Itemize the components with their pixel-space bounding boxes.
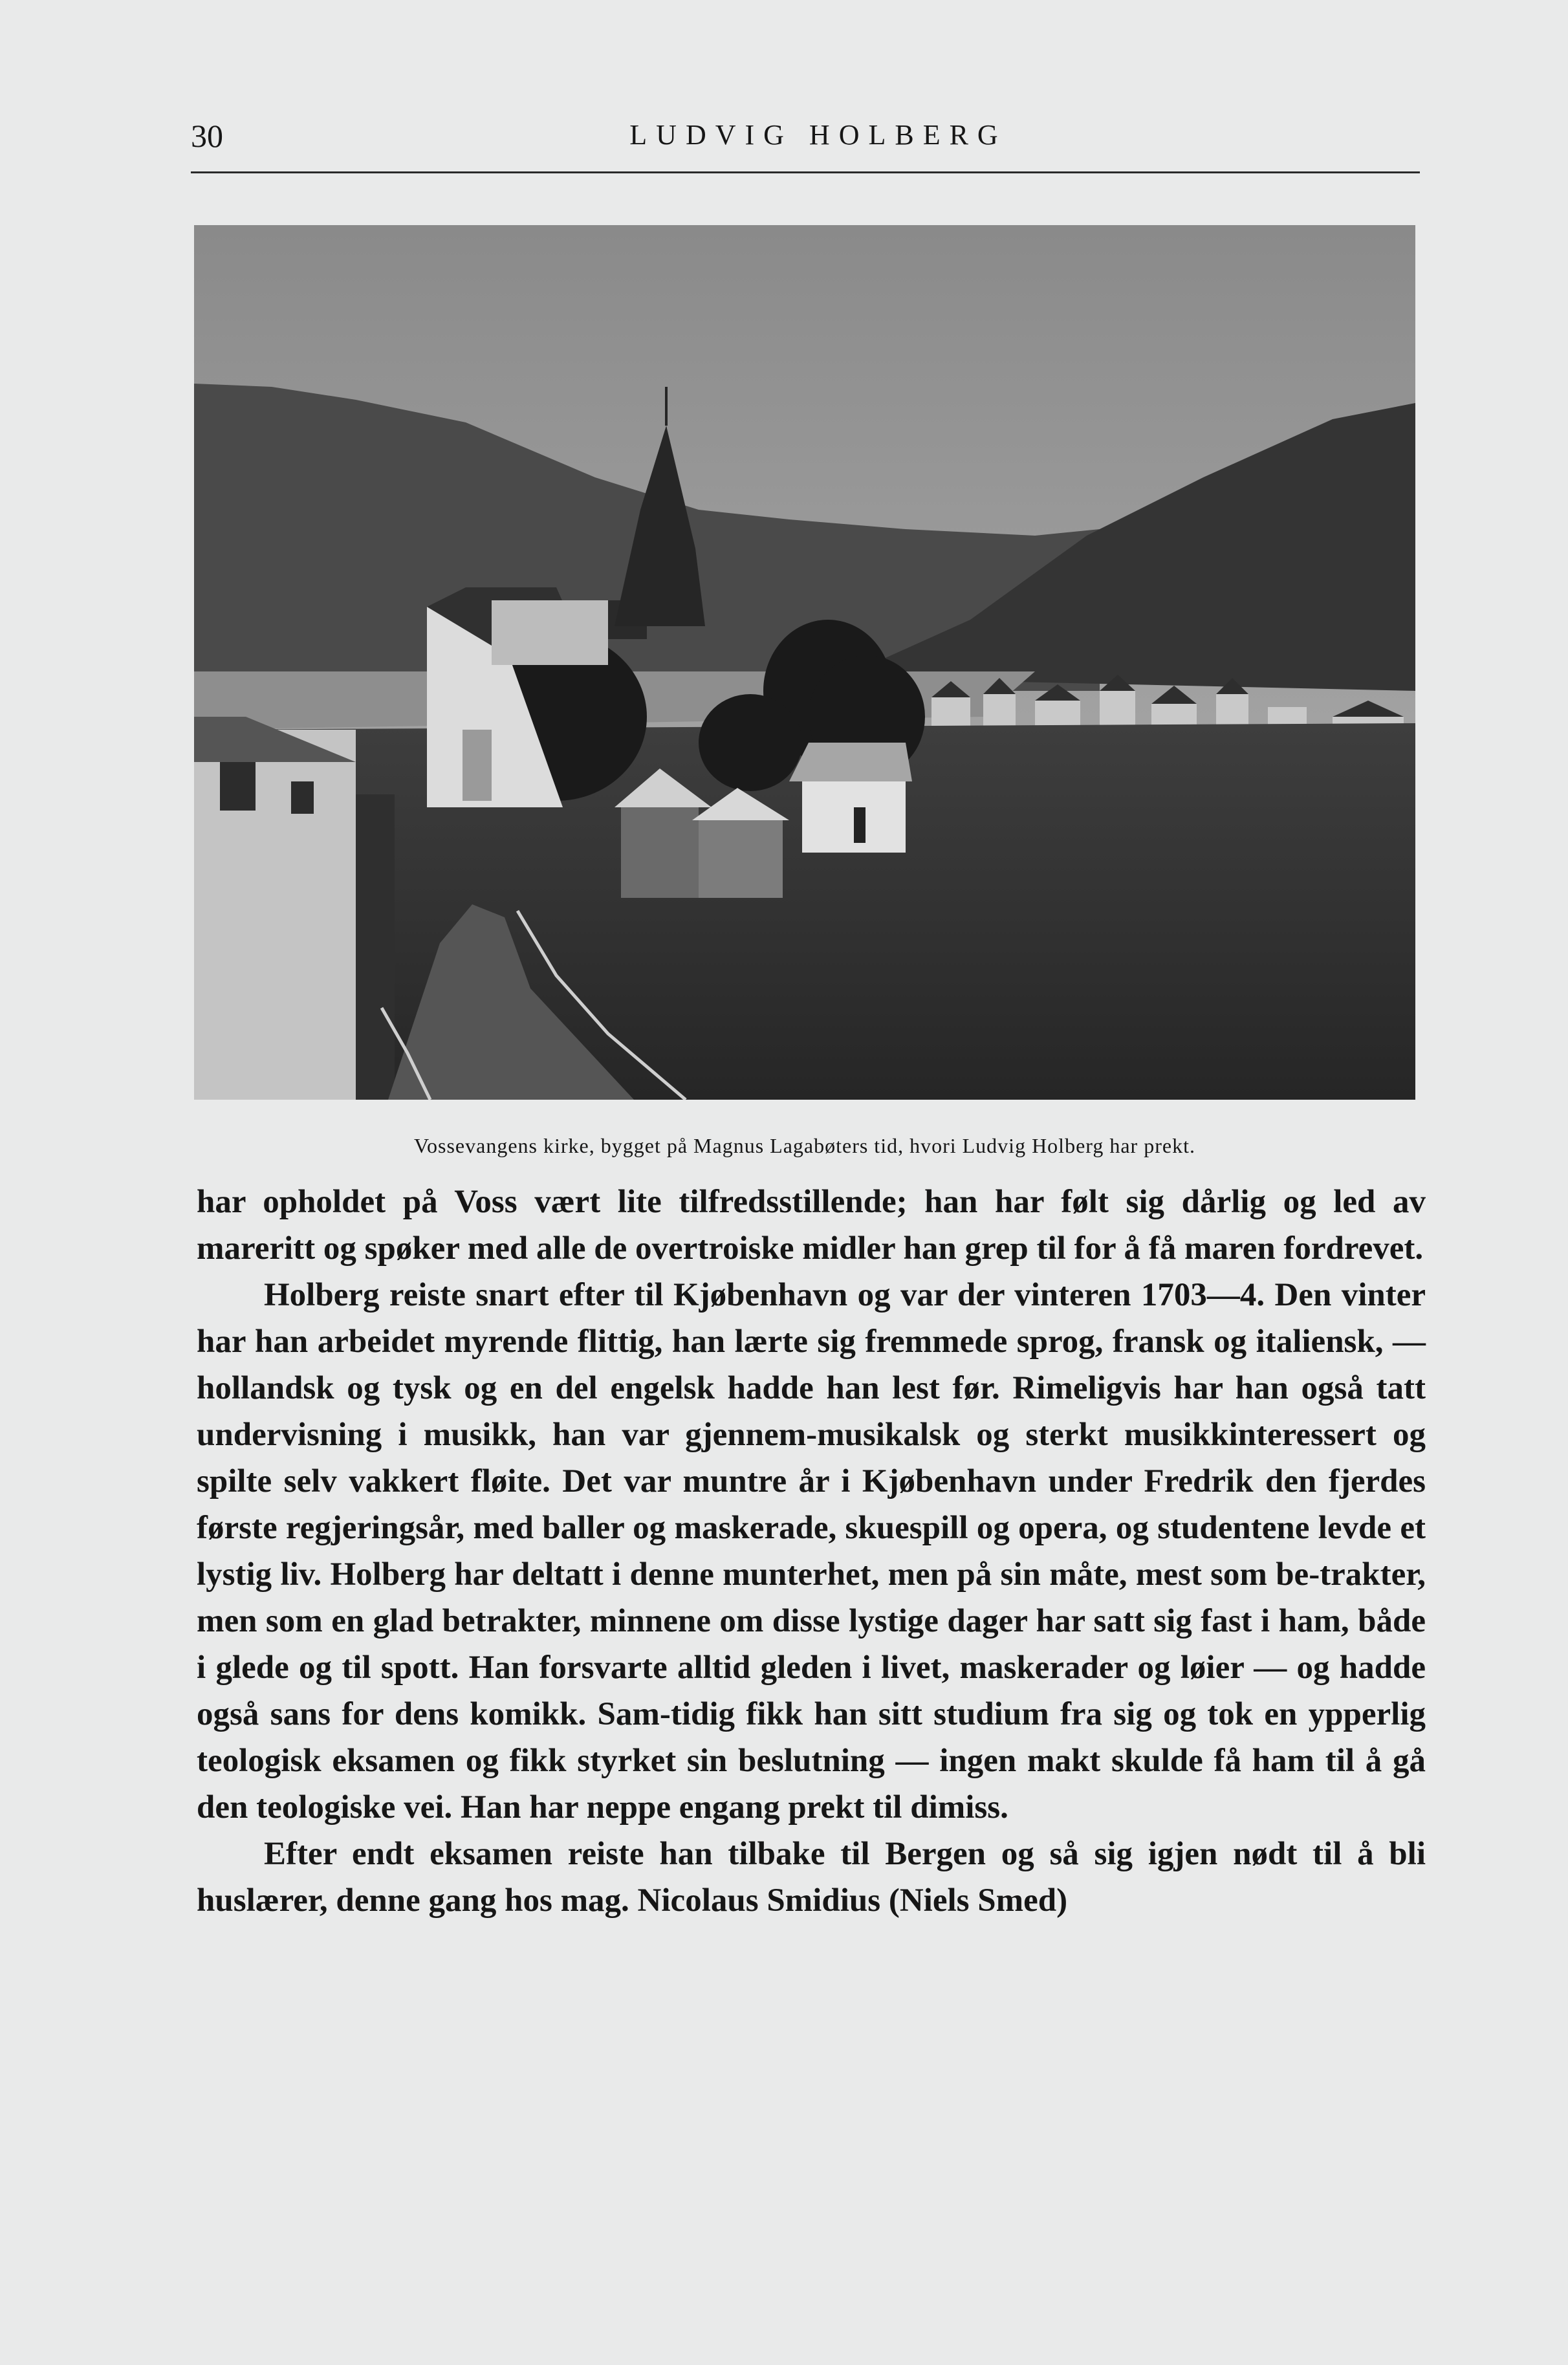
body-text [197, 1179, 1426, 1924]
paragraph: Holberg reiste snart efter til Kjøbenhavn og var der vinteren 1703—4. Den vinter har han arbeidet myrende flittig, han lærte sig fremmede sprog, fransk og italiensk, — hollandsk og tysk og en del engelsk hadde han lest før. Rimeligvis har han også tatt undervisning i musikk, han var gjennem-musikalsk og sterkt musikkinteressert og spilte selv vakkert fløite. Det var muntre år i Kjøbenhavn under Fredrik den fjerdes første regjeringsår, med baller og maskerade, skuespill og opera, og studentene levde et lystig liv. Holberg har deltatt i denne munterhet, men på sin måte, mest som be-trakter, men som en glad betrakter, minnene om disse lystige dager har satt sig fast i ham, både i glede og til spott. Han forsvarte alltid gleden i livet, maskerader og løier — og hadde også sans for dens komikk. Sam-tidig fikk han sitt studium fra sig og tok en ypperlig teologisk eksamen og fikk styrket sin beslutning — ingen makt skulde få ham til å gå den teologiske vei. Han har neppe engang prekt til dimiss. [197, 1277, 1426, 1826]
paragraph: har opholdet på Voss vært lite tilfredsstillende; han har følt sig dårlig og led av mareritt og spøker med alle de overtroiske midler han grep til for å få maren fordrevet. [197, 1184, 1426, 1267]
paragraph: Efter endt eksamen reiste han tilbake til Bergen og så sig igjen nødt til å bli huslærer, denne gang hos mag. Nicolaus Smidius (Niels Smed) [197, 1836, 1426, 1919]
figure-caption: Vossevangens kirke, bygget på Magnus Lagabøters tid, hvori Ludvig Holberg har prekt. [414, 1134, 1195, 1157]
running-title: LUDVIG HOLBERG [629, 119, 1007, 151]
page-header [191, 113, 1420, 173]
church-photograph [194, 225, 1415, 1100]
page-number: 30 [191, 118, 223, 154]
